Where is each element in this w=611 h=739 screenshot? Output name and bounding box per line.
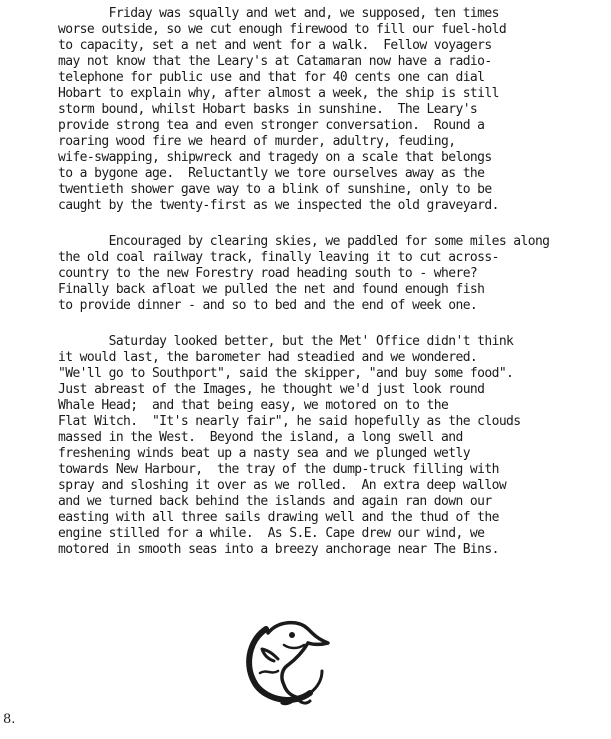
text-line: storm bound, whilst Hobart basks in sunshine. The Leary's bbox=[58, 102, 478, 117]
text-line: Hobart to explain why, after almost a week, the ship is still bbox=[58, 86, 499, 101]
page-number: 8. bbox=[3, 712, 16, 727]
text-line: freshening winds beat up a nasty sea and we plunged wetly bbox=[58, 446, 470, 461]
text-line: Encouraged by clearing skies, we paddled for some miles along bbox=[58, 234, 550, 249]
text-line: to capacity, set a net and went for a walk. Fellow voyagers bbox=[58, 38, 492, 53]
text-line: Whale Head; and that being easy, we motored on to the bbox=[58, 398, 449, 413]
text-line: wife-swapping, shipwreck and tragedy on a scale that belongs bbox=[58, 150, 492, 165]
text-line: Flat Witch. "It's nearly fair", he said hopefully as the clouds bbox=[58, 414, 521, 429]
text-line: may not know that the Leary's at Catamaran now have a radio- bbox=[58, 54, 492, 69]
text-line: it would last, the barometer had steadied and we wondered. bbox=[58, 350, 478, 365]
text-line: Finally back afloat we pulled the net and found enough fish bbox=[58, 282, 485, 297]
text-line: telephone for public use and that for 40 cents one can dial bbox=[58, 70, 485, 85]
text-line: the old coal railway track, finally leaving it to cut across- bbox=[58, 250, 499, 265]
text-line: to provide dinner - and so to bed and the end of week one. bbox=[58, 298, 478, 313]
text-line: easting with all three sails drawing well and the thud of the bbox=[58, 510, 499, 525]
text-line: twentieth shower gave way to a blink of sunshine, only to be bbox=[58, 182, 492, 197]
text-line: massed in the West. Beyond the island, a long swell and bbox=[58, 430, 463, 445]
text-line: towards New Harbour, the tray of the dump-truck filling with bbox=[58, 462, 499, 477]
text-line: spray and sloshing it over as we rolled. An extra deep wallow bbox=[58, 478, 507, 493]
text-line: worse outside, so we cut enough firewood to fill our fuel-hold bbox=[58, 22, 507, 37]
text-line: Saturday looked better, but the Met' Office didn't think bbox=[58, 334, 514, 349]
text-line: and we turned back behind the islands and again ran down our bbox=[58, 494, 492, 509]
text-line: "We'll go to Southport", said the skipper, "and buy some food". bbox=[58, 366, 514, 381]
dolphin-emblem-icon bbox=[238, 609, 334, 707]
text-line: caught by the twenty-first as we inspected the old graveyard. bbox=[58, 198, 499, 213]
text-line: provide strong tea and even stronger conversation. Round a bbox=[58, 118, 485, 133]
text-line: Friday was squally and wet and, we supposed, ten times bbox=[58, 6, 499, 21]
text-line: country to the new Forestry road heading south to - where? bbox=[58, 266, 478, 281]
text-line: to a bygone age. Reluctantly we tore ourselves away as the bbox=[58, 166, 485, 181]
text-line: roaring wood fire we heard of murder, adultry, feuding, bbox=[58, 134, 456, 149]
text-line: engine stilled for a while. As S.E. Cape drew our wind, we bbox=[58, 526, 485, 541]
text-line: Just abreast of the Images, he thought we'd just look round bbox=[58, 382, 485, 397]
text-line: motored in smooth seas into a breezy anchorage near The Bins. bbox=[58, 542, 499, 557]
